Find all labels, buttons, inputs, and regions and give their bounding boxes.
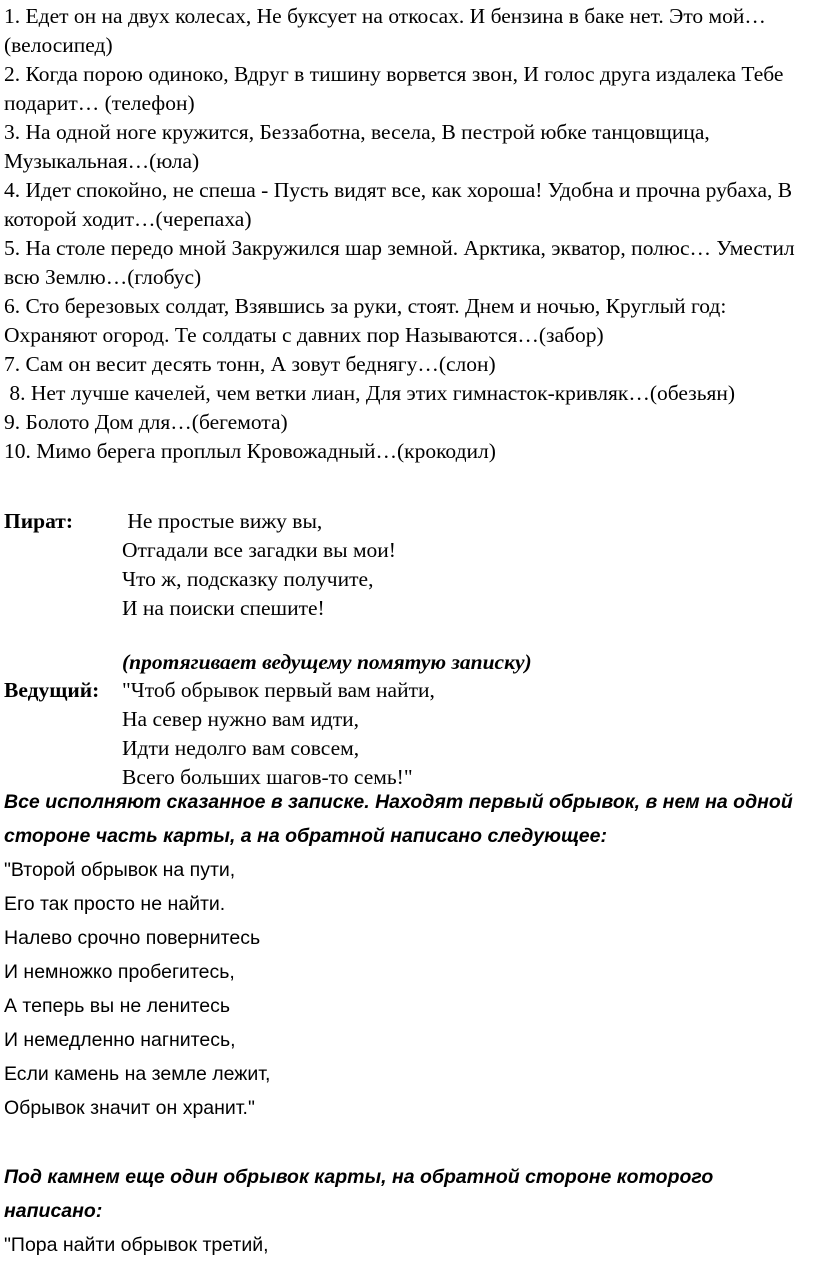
riddle-item: 7. Сам он весит десять тонн, А зовут беднягу…(слон): [4, 352, 496, 376]
note-line: А теперь вы не ленитесь: [4, 995, 230, 1017]
riddle-item: 8. Нет лучше качелей, чем ветки лиан, Для этих гимнасток-кривляк…(обезьян): [4, 381, 736, 405]
verse-line: Отгадали все загадки вы мои!: [122, 538, 396, 562]
narration-text: Все исполняют сказанное в записке. Находят первый обрывок, в нем на одной стороне часть карты, а на обратной написано следующее:: [4, 791, 793, 847]
riddle-item: 6. Сто березовых солдат, Взявшись за руки, стоят. Днем и ночью, Круглый год: Охраняют огород. Те солдаты с давних пор Называются…(забор): [4, 294, 727, 347]
verse-line: На север нужно вам идти,: [122, 707, 360, 731]
note-line: Его так просто не найти.: [4, 893, 226, 915]
note-line: И немедленно нагнитесь,: [4, 1029, 236, 1051]
riddle-item: 9. Болото Дом для…(бегемота): [4, 410, 288, 434]
speaker-label: Пират:: [4, 509, 73, 533]
verse-line: Идти недолго вам совсем,: [122, 736, 360, 760]
note-line: Налево срочно повернитесь: [4, 927, 261, 949]
third-part: [4, 1160, 814, 1262]
verse-line: "Чтоб обрывок первый вам найти,: [122, 678, 435, 702]
riddle-item: 5. На столе передо мной Закружился шар земной. Арктика, экватор, полюс… Уместил всю Землю…(глобус): [4, 236, 795, 289]
note-line: "Пора найти обрывок третий,: [4, 1234, 269, 1256]
riddle-item: 4. Идет спокойно, не спеша - Пусть видят все, как хороша! Удобна и прочна рубаха, В которой ходит…(черепаха): [4, 178, 793, 231]
note-line: Обрывок значит он хранит.": [4, 1097, 255, 1119]
stage-direction: [4, 648, 814, 677]
pirate-speech: [4, 507, 814, 623]
verse-line: Всего больших шагов-то семь!": [122, 765, 413, 789]
second-part: [4, 785, 814, 1125]
riddle-item: 3. На одной ноге кружится, Беззаботна, весела, В пестрой юбке танцовщица, Музыкальная…(юла): [4, 120, 710, 173]
verse-line: И на поиски спешите!: [122, 596, 325, 620]
narration-text: Под камнем еще один обрывок карты, на обратной стороне которого написано:: [4, 1166, 714, 1222]
note-line: Если камень на земле лежит,: [4, 1063, 271, 1085]
riddle-item: 1. Едет он на двух колесах, Не буксует на откосах. И бензина в баке нет. Это мой…(велосипед): [4, 4, 766, 57]
riddle-item: 2. Когда порою одиноко, Вдруг в тишину ворвется звон, И голос друга издалека Тебе подарит… (телефон): [4, 62, 784, 115]
note-line: "Второй обрывок на пути,: [4, 859, 236, 881]
note-line: И немножко пробегитесь,: [4, 961, 235, 983]
verse-line: Что ж, подсказку получите,: [122, 567, 374, 591]
speaker-label: Ведущий:: [4, 678, 100, 702]
verse-line: Не простые вижу вы,: [122, 509, 323, 533]
host-speech: [4, 676, 814, 792]
stage-direction-text: (протягивает ведущему помятую записку): [122, 650, 532, 674]
riddles-list: [4, 2, 814, 466]
riddle-item: 10. Мимо берега проплыл Кровожадный…(крокодил): [4, 439, 496, 463]
